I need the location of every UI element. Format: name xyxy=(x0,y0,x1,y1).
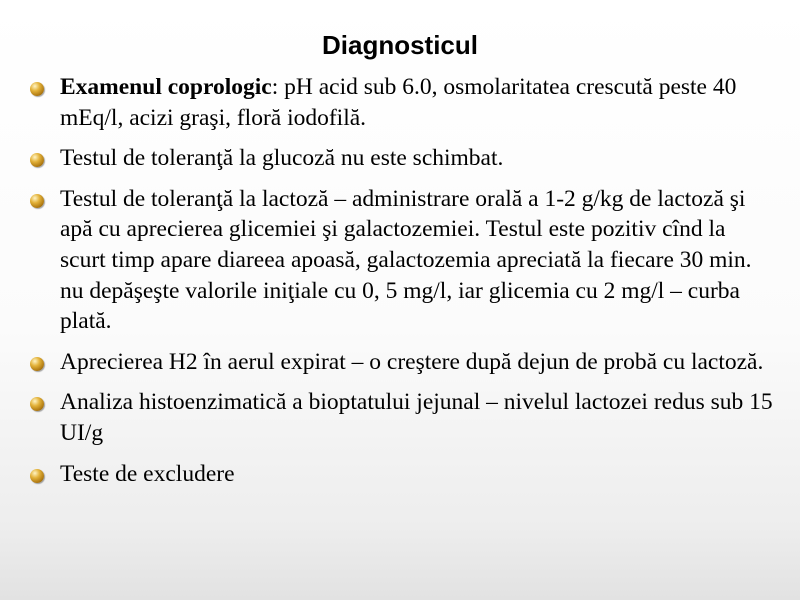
bullet-item xyxy=(30,72,775,133)
bullet-item xyxy=(30,184,775,337)
bullet-sphere-icon xyxy=(30,194,44,208)
bullet-text: Aprecierea H2 în aerul expirat – o creştere după dejun de probă cu lactoză. xyxy=(60,348,764,375)
bullet-text: Teste de excludere xyxy=(60,460,235,487)
bullet-text: : pH acid sub 6.0, osmolaritatea crescută peste 40 mEq/l, acizi graşi, floră iodofilă. xyxy=(60,74,737,131)
slide-title: Diagnosticul xyxy=(321,30,478,60)
bullet-item xyxy=(30,143,775,174)
bullet-item xyxy=(30,387,775,448)
bullet-text: Testul de toleranţă la lactoză – administrare orală a 1-2 g/kg de lactoză şi apă cu aprecierea glicemiei şi galactozemiei. Testul este pozitiv cînd la scurt timp apare diareea apoasă, galactozemia apreciată la fiecare 30 min. nu depăşeşte valorile iniţiale cu 0, 5 mg/l, iar glicemia cu 2 mg/l – curba plată. xyxy=(60,185,752,335)
bullet-text: Testul de toleranţă la glucoză nu este schimbat. xyxy=(60,145,504,172)
bullet-item xyxy=(30,459,775,490)
bullet-text: Analiza histoenzimatică a bioptatului jejunal – nivelul lactozei redus sub 15 UI/g xyxy=(60,389,773,446)
bullet-sphere-icon xyxy=(30,397,44,411)
bullet-sphere-icon xyxy=(30,153,44,167)
bullet-sphere-icon xyxy=(30,82,44,96)
bullet-sphere-icon xyxy=(30,357,44,371)
bullet-item xyxy=(30,347,775,378)
bullet-list xyxy=(30,72,775,499)
bullet-sphere-icon xyxy=(30,469,44,483)
bullet-term: Examenul coprologic xyxy=(60,74,272,100)
